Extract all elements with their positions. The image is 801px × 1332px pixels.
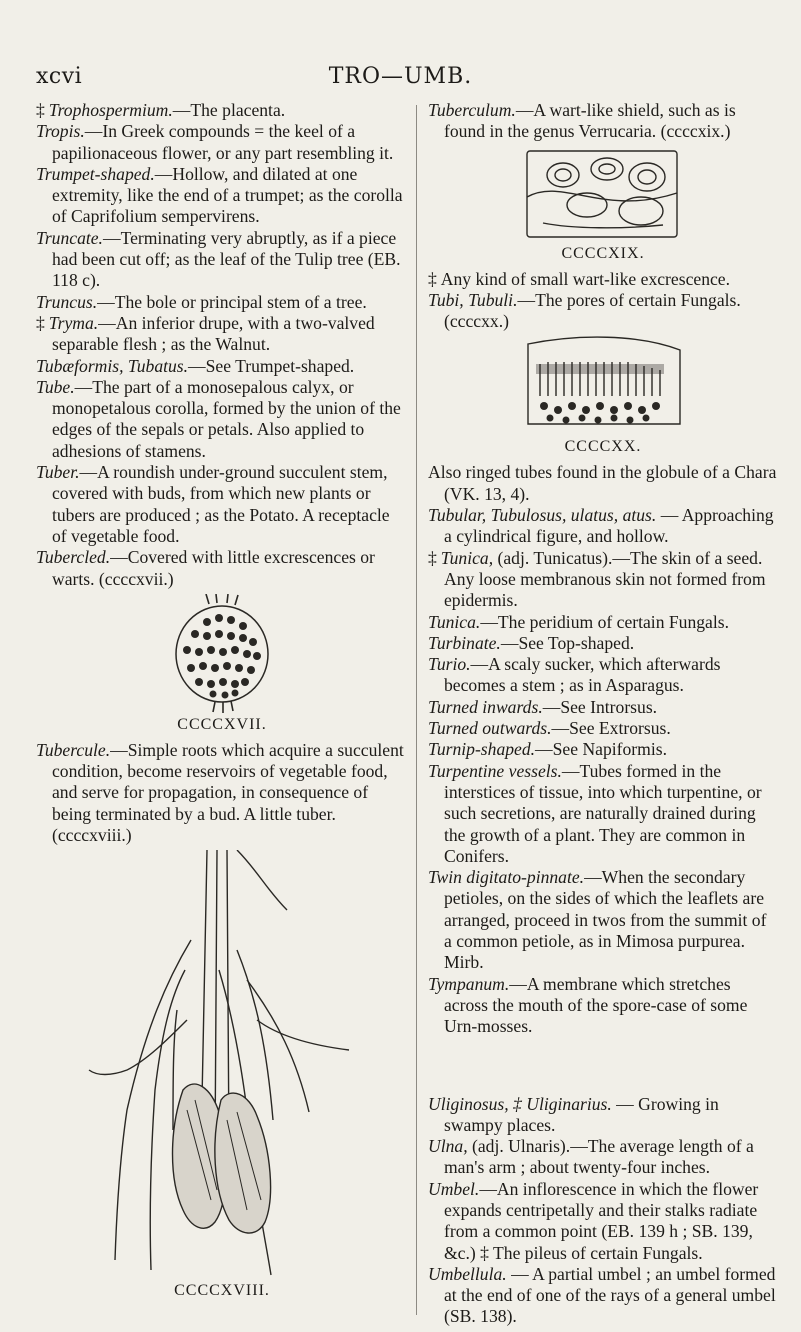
entry-term: Turbinate. [428, 632, 501, 653]
figure-caption: CCCCXIX. [561, 244, 645, 262]
glossary-entry [36, 292, 408, 313]
entry-definition: —See Extrorsus. [551, 718, 671, 739]
entry-term: Ulna, [428, 1136, 468, 1157]
entry-definition: —The part of a monosepalous calyx, or monopetalous corolla, formed by the union of the edges of the sepals or petals. Also applied to adhesions of stamens. [52, 376, 401, 461]
glossary-entry [428, 718, 778, 739]
dagger-mark: ‡ [428, 268, 437, 289]
entry-definition: —Simple roots which acquire a succulent condition, become reservoirs of vegetable food, and serve for propagation, in consequence of being terminated by a bud. A little tuber. (ccccxviii.) [52, 739, 404, 846]
entry-term: Tubular, Tubulosus, ulatus, atus. [428, 505, 657, 526]
entry-term: Uliginosus, ‡ Uliginarius. [428, 1093, 612, 1114]
entry-definition: —A wart-like shield, such as is found in the genus Verrucaria. (ccccxix.) [444, 100, 736, 142]
entry-definition: —An inflorescence in which the flower expands centripetally and their stalks radiate from a common point (EB. 139 h ; SB. 139, &c.) ‡ The pileus of certain Fungals. [444, 1178, 759, 1263]
entry-term: Tympanum. [428, 973, 510, 994]
glossary-entry [36, 462, 408, 547]
glossary-group [428, 1094, 778, 1328]
entry-definition: —See Top-shaped. [500, 632, 635, 653]
entry-definition: —See Introrsus. [542, 696, 658, 717]
figure-caption: CCCCXVII. [177, 715, 267, 733]
glossary-group [428, 100, 778, 143]
running-head: TRO—UMB. [328, 64, 473, 89]
entry-term: Tunica, [440, 547, 494, 568]
entry-term: Twin digitato-pinnate. [428, 867, 585, 888]
entry-term: Truncus. [36, 291, 98, 312]
glossary-entry [428, 697, 778, 718]
glossary-entry [428, 269, 778, 290]
glossary-group [428, 462, 778, 1037]
entry-definition: — Growing in swampy places. [444, 1093, 719, 1135]
entry-term: Tuberculum. [428, 100, 516, 120]
entry-definition: — A partial umbel ; an umbel formed at the end of one of the rays of a general umbel (SB. 138). [444, 1263, 776, 1327]
entry-term: Tunica. [428, 611, 481, 632]
entry-definition: —The peridium of certain Fungals. [480, 611, 730, 632]
entry-definition: Any kind of small wart-like excrescence. [440, 268, 731, 289]
entry-term: Tubæformis, Tubatus. [36, 355, 189, 376]
glossary-entry [428, 974, 778, 1038]
glossary-entry [428, 1094, 778, 1137]
entry-definition: Also ringed tubes found in the globule of a Chara (VK. 13, 4). [428, 462, 777, 504]
glossary-group [36, 100, 408, 590]
entry-definition: — Approaching a cylindrical figure, and hollow. [444, 505, 774, 547]
glossary-entry [428, 761, 778, 867]
entry-definition: —Covered with little excrescences or warts. (ccccxvii.) [52, 547, 375, 589]
tuberculum-figure [523, 147, 683, 243]
entry-definition: —The placenta. [172, 100, 286, 120]
entry-definition: —A membrane which stretches across the mouth of the spore-case of some Urn-mosses. [444, 973, 748, 1037]
entry-term: Umbel. [428, 1178, 480, 1199]
entry-term: Tubi, Tubuli. [428, 289, 518, 310]
page-number: xcvi [36, 64, 83, 89]
entry-definition: (adj. Ulnaris).—The average length of a man's arm ; about twenty-four inches. [444, 1136, 754, 1178]
glossary-entry [36, 228, 408, 292]
entry-definition: —See Napiformis. [535, 739, 667, 760]
tubercule-roots-figure [87, 850, 357, 1280]
glossary-entry [428, 548, 778, 612]
glossary-entry [36, 164, 408, 228]
glossary-entry [428, 290, 778, 333]
entry-term: Turpentine vessels. [428, 760, 562, 781]
entry-term: Tryma. [48, 312, 99, 333]
entry-term: Turned inwards. [428, 696, 543, 717]
glossary-entry [428, 1264, 778, 1328]
entry-term: Turnip-shaped. [428, 739, 536, 760]
entry-definition: —An inferior drupe, with a two-valved separable flesh ; as the Walnut. [52, 312, 375, 355]
glossary-group [36, 740, 408, 846]
entry-term: Tropis. [36, 121, 85, 142]
glossary-entry [428, 100, 778, 143]
entry-definition: —See Trumpet-shaped. [188, 355, 355, 376]
entry-term: Trumpet-shaped. [36, 163, 155, 184]
glossary-entry [36, 121, 408, 164]
entry-definition: (adj. Tunicatus).—The skin of a seed. Any loose membranous skin not formed from epidermis. [444, 547, 766, 611]
glossary-entry [428, 505, 778, 548]
figure-caption: CCCCXX. [564, 438, 642, 456]
entry-term: Truncate. [36, 227, 103, 248]
glossary-entry [428, 633, 778, 654]
glossary-entry [428, 739, 778, 760]
entry-definition: —The bole or principal stem of a tree. [97, 291, 367, 312]
entry-definition: —Terminating very abruptly, as if a piece had been cut off; as the leaf of the Tulip tree (EB. 118 c). [52, 227, 401, 291]
entry-definition: —The pores of certain Fungals. (ccccxx.) [444, 289, 741, 332]
tubercled-fruit-figure [157, 594, 287, 714]
glossary-entry [36, 547, 408, 590]
entry-term: Umbellula. [428, 1263, 507, 1284]
entry-definition: —A scaly sucker, which afterwards becomes a stem ; as in Asparagus. [444, 654, 721, 696]
entry-term: Turned outwards. [428, 718, 552, 739]
glossary-entry [36, 313, 408, 356]
entry-definition: —When the secondary petioles, on the sides of which the leaflets are arranged, proceed in twos from the summit of a common petiole, as in Mimosa purpurea. Mirb. [444, 867, 767, 973]
dagger-mark: ‡ [36, 312, 45, 333]
glossary-group [428, 269, 778, 333]
tubuli-figure [518, 336, 688, 436]
glossary-entry [428, 867, 778, 973]
glossary-entry [428, 462, 778, 505]
left-column [36, 100, 408, 1306]
entry-term: Trophospermium. [48, 100, 173, 120]
glossary-entry [36, 356, 408, 377]
glossary-entry [36, 377, 408, 462]
entry-term: Tubercled. [36, 547, 111, 568]
glossary-entry [428, 612, 778, 633]
entry-term: Tuber. [36, 462, 80, 483]
column-divider [416, 105, 417, 1315]
glossary-entry [36, 740, 408, 846]
dagger-mark: ‡ [36, 100, 45, 120]
entry-definition: —A roundish under-ground succulent stem, covered with buds, from which new plants or tubers are produced ; as the Potato. A receptacle of vegetable food. [52, 462, 390, 546]
glossary-entry [428, 1179, 778, 1264]
figure-caption: CCCCXVIII. [174, 1282, 270, 1300]
entry-definition: —Hollow, and dilated at one extremity, like the end of a trumpet; as the corolla of Caprifolium sempervirens. [52, 163, 403, 227]
entry-term: Turio. [428, 654, 471, 675]
dagger-mark: ‡ [428, 547, 437, 568]
glossary-entry [36, 100, 408, 121]
entry-term: Tube. [36, 376, 75, 397]
entry-term: Tubercule. [36, 739, 111, 760]
entry-definition: —Tubes formed in the interstices of tissue, into which turpentine, or such secretions, are naturally drained during the growth of a plant. They are common in Conifers. [444, 760, 762, 866]
glossary-entry [428, 654, 778, 697]
right-column [428, 100, 778, 1328]
glossary-entry [428, 1136, 778, 1179]
entry-definition: —In Greek compounds = the keel of a papilionaceous flower, or any part resembling it. [52, 121, 394, 163]
